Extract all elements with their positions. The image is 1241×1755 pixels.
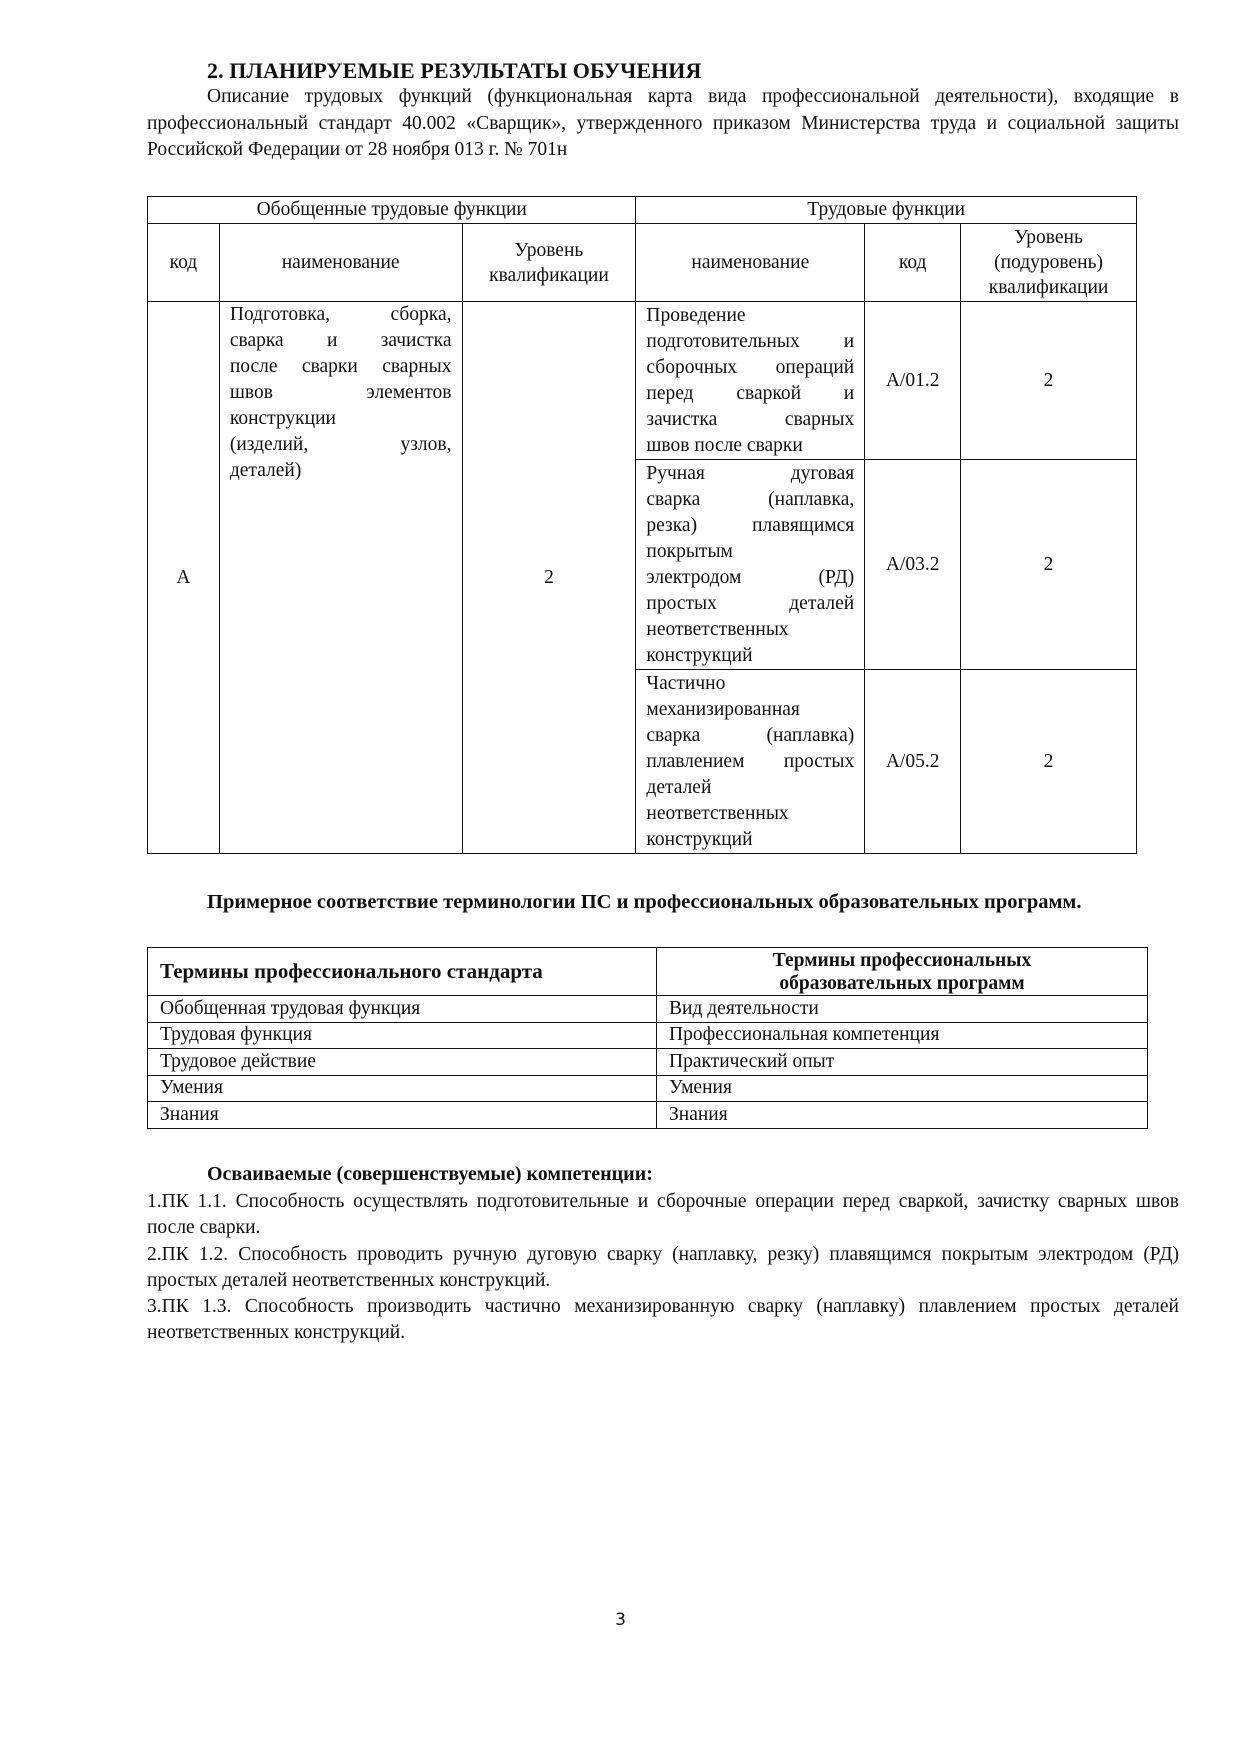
- table-row: [148, 1049, 1148, 1076]
- competency-item: 3.ПК 1.3. Способность производить частично механизированную сварку (наплавку) плавлением простых деталей неответственных конструкций.: [147, 1296, 1179, 1344]
- col-header-gen-level: [462, 224, 636, 302]
- tf-name-line: зачистка сварных: [646, 408, 855, 430]
- col-header-gen-name: наименование: [219, 224, 462, 302]
- tf-name-line: сборочных операций: [646, 356, 855, 378]
- tf-name-cell: [636, 460, 865, 670]
- col-header-tf-level: [961, 224, 1137, 302]
- tf-name-line: конструкций: [646, 828, 753, 850]
- tf-name-line: подготовительных и: [646, 330, 855, 352]
- tf-name-line: электродом (РД): [646, 566, 855, 588]
- gen-code-cell: А: [148, 302, 220, 854]
- tf-code-cell: А/03.2: [865, 460, 961, 670]
- table-row: [148, 1102, 1148, 1129]
- tf-name-line: швов после сварки: [646, 434, 803, 456]
- tf-name-line: конструкций: [646, 644, 753, 666]
- term-program-cell: Вид деятельности: [657, 996, 1148, 1023]
- col-header-tf-level-text: Уровень (подуровень) квалификации: [988, 227, 1109, 298]
- tf-name-line: покрытым: [646, 540, 733, 562]
- term-standard-cell: Умения: [148, 1075, 657, 1102]
- group-header-generalized: Обобщенные трудовые функции: [148, 197, 636, 224]
- term-program-cell: Профессиональная компетенция: [657, 1022, 1148, 1049]
- col-header-tf-code: код: [865, 224, 961, 302]
- gen-name-cell: [219, 302, 462, 854]
- tf-name-line: Ручная дуговая: [646, 462, 855, 484]
- term-program-cell: Умения: [657, 1075, 1148, 1102]
- term-standard-cell: Трудовое действие: [148, 1049, 657, 1076]
- col-header-tf-name: наименование: [636, 224, 865, 302]
- gen-name-line: после сварки сварных: [229, 356, 452, 377]
- terminology-header-programs-text: Термины профессиональных образовательных программ: [772, 949, 1032, 994]
- gen-name-line: Подготовка, сборка,: [229, 304, 452, 325]
- group-header-functions: Трудовые функции: [636, 197, 1137, 224]
- competencies-heading: Осваиваемые (совершенствуемые) компетенции:: [207, 1163, 653, 1185]
- table-row: [148, 302, 1137, 460]
- term-standard-cell: Трудовая функция: [148, 1022, 657, 1049]
- tf-name-cell: [636, 302, 865, 460]
- col-header-gen-level-text: Уровень квалификации: [489, 239, 609, 286]
- gen-name-line: швов элементов: [229, 382, 452, 403]
- terminology-header-programs: [657, 948, 1148, 996]
- tf-name-line: неответственных: [646, 802, 789, 824]
- section-heading: 2. ПЛАНИРУЕМЫЕ РЕЗУЛЬТАТЫ ОБУЧЕНИЯ: [207, 58, 702, 83]
- tf-name-line: перед сваркой и: [646, 382, 855, 404]
- tf-name-line: сварка (наплавка,: [646, 488, 855, 510]
- term-standard-cell: Знания: [148, 1102, 657, 1129]
- table-row: [148, 996, 1148, 1023]
- tf-code-cell: А/01.2: [865, 302, 961, 460]
- tf-name-line: сварка (наплавка): [646, 724, 855, 746]
- functions-table: [147, 196, 1137, 854]
- terminology-header-row: [148, 948, 1148, 996]
- term-standard-cell: Обобщенная трудовая функция: [148, 996, 657, 1023]
- tf-name-line: Частично: [646, 672, 726, 694]
- table-group-header-row: [148, 197, 1137, 224]
- terminology-table: [147, 947, 1148, 1129]
- tf-level-cell: 2: [961, 670, 1137, 854]
- intro-paragraph: Описание трудовых функций (функциональная карта вида профессиональной деятельности), входящие в профессиональный стандарт 40.002 «Сварщик», утвержденного приказом Министерства труда и социальной защиты Российской Федерации от 28 ноября 013 г. № 701н: [147, 86, 1179, 160]
- competency-item: 1.ПК 1.1. Способность осуществлять подготовительные и сборочные операции перед сваркой, зачистку сварных швов после сварки.: [147, 1191, 1179, 1239]
- tf-name-line: механизированная: [646, 698, 800, 720]
- table-column-header-row: [148, 224, 1137, 302]
- gen-name-line: деталей): [229, 460, 302, 481]
- gen-name-line: конструкции: [229, 408, 336, 429]
- tf-name-line: неответственных: [646, 618, 789, 640]
- tf-level-cell: 2: [961, 302, 1137, 460]
- terminology-heading: Примерное соответствие терминологии ПС и профессиональных образовательных программ.: [207, 891, 1082, 913]
- term-program-cell: Знания: [657, 1102, 1148, 1129]
- tf-level-cell: 2: [961, 460, 1137, 670]
- tf-name-line: простых деталей: [646, 592, 855, 614]
- table-row: [148, 1075, 1148, 1102]
- terminology-header-standard: Термины профессионального стандарта: [148, 948, 657, 996]
- gen-name-line: (изделий, узлов,: [229, 434, 452, 455]
- page-number: 3: [615, 1610, 626, 1630]
- competencies-list: [147, 1189, 1179, 1347]
- tf-name-line: деталей: [646, 776, 712, 798]
- tf-name-line: плавлением простых: [646, 750, 855, 772]
- gen-name-line: сварка и зачистка: [229, 330, 452, 351]
- term-program-cell: Практический опыт: [657, 1049, 1148, 1076]
- tf-name-line: Проведение: [646, 304, 746, 326]
- tf-code-cell: А/05.2: [865, 670, 961, 854]
- table-row: [148, 1022, 1148, 1049]
- tf-name-cell: [636, 670, 865, 854]
- tf-name-line: резка) плавящимся: [646, 514, 855, 536]
- gen-level-cell: 2: [462, 302, 636, 854]
- col-header-gen-code: код: [148, 224, 220, 302]
- competency-item: 2.ПК 1.2. Способность проводить ручную дуговую сварку (наплавку, резку) плавящимся покрытым электродом (РД) простых деталей неответственных конструкций.: [147, 1243, 1179, 1291]
